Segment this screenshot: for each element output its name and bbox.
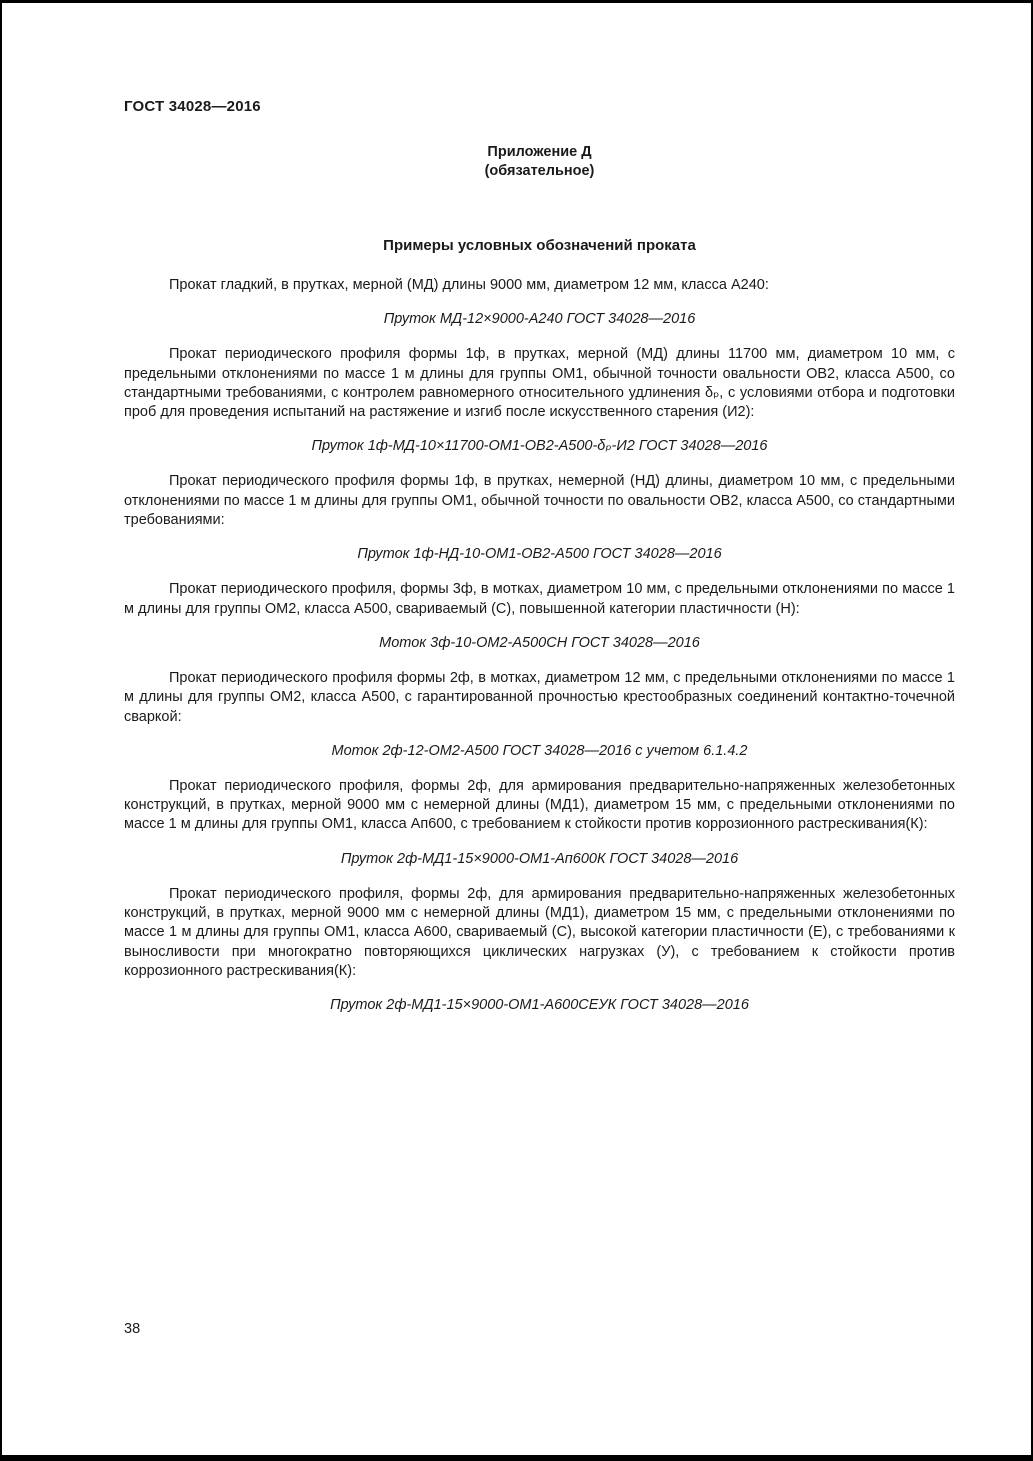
example-description-6: Прокат периодического профиля, формы 2ф, для армирования предварительно-напряженных железобетонных конструкций, в прутках, мерной 9000 мм с немерной длины (МД1), диаметром 15 мм, с предельными отклонениями по массе 1 м длины для группы ОМ1, класса Ап600, с требованием к стойкости против коррозионного растрескивания(К):	[124, 777, 955, 833]
example-description-3: Прокат периодического профиля формы 1ф, в прутках, немерной (НД) длины, диаметром 10 мм, с предельными отклонениями по массе 1 м длины для группы ОМ1, обычной точности по овальности ОВ2, класса А500, со стандартными требованиями:	[124, 473, 955, 529]
document-content	[2, 3, 1031, 1015]
appendix-heading	[124, 143, 955, 181]
appendix-subtitle: (обязательное)	[484, 163, 595, 179]
example-description-4: Прокат периодического профиля, формы 3ф, в мотках, диаметром 10 мм, с предельными отклонениями по массе 1 м длины для группы ОМ2, класса А500, свариваемый (С), повышенной категории пластичности (Н):	[124, 581, 955, 617]
example-designation-2: Пруток 1ф-МД-10×11700-ОМ1-ОВ2-А500-δₚ-И2 ГОСТ 34028—2016	[311, 438, 768, 455]
example-designation-6: Пруток 2ф-МД1-15×9000-ОМ1-Ап600К ГОСТ 34028—2016	[340, 850, 739, 867]
section-title: Примеры условных обозначений проката	[383, 237, 696, 254]
page-number: 38	[124, 1321, 141, 1337]
example-designation-5: Моток 2ф-12-ОМ2-А500 ГОСТ 34028—2016 с учетом 6.1.4.2	[331, 742, 748, 759]
example-designation-4: Моток 3ф-10-ОМ2-А500СН ГОСТ 34028—2016	[379, 634, 700, 651]
example-designation-3: Пруток 1ф-НД-10-ОМ1-ОВ2-А500 ГОСТ 34028—2016	[357, 546, 722, 563]
example-description-7: Прокат периодического профиля, формы 2ф, для армирования предварительно-напряженных железобетонных конструкций, в прутках, мерной 9000 мм с немерной длины (МД1), диаметром 15 мм, с предельными отклонениями по массе 1 м длины для группы ОМ1, класса А600, свариваемый (С), высокой категории пластичности (Е), с требованиями к выносливости при многократно повторяющихся циклических нагрузках (У), с требованием к стойкости против коррозионного растрескивания(К):	[124, 885, 955, 979]
example-description-5: Прокат периодического профиля формы 2ф, в мотках, диаметром 12 мм, с предельными отклонениями по массе 1 м длины для группы ОМ2, класса А500, с гарантированной прочностью крестообразных соединений контактно-точечной сваркой:	[124, 669, 955, 725]
example-designation-7: Пруток 2ф-МД1-15×9000-ОМ1-А600СЕУК ГОСТ 34028—2016	[330, 997, 749, 1014]
appendix-title: Приложение Д	[487, 144, 592, 160]
document-number: ГОСТ 34028—2016	[124, 98, 261, 115]
example-description-2: Прокат периодического профиля формы 1ф, в прутках, мерной (МД) длины 11700 мм, диаметром 10 мм, с предельными отклонениями по массе 1 м длины для группы ОМ1, обычной точности овальности ОВ2, класса А500, со стандартными требованиями, с контролем равномерного относительного удлинения δₚ, с условиями отбора и подготовки проб для проведения испытаний на растяжение и изгиб после искусственного старения (И2):	[124, 346, 955, 421]
example-description-1: Прокат гладкий, в прутках, мерной (МД) длины 9000 мм, диаметром 12 мм, класса А240:	[169, 277, 769, 293]
example-designation-1: Пруток МД-12×9000-А240 ГОСТ 34028—2016	[383, 311, 696, 328]
